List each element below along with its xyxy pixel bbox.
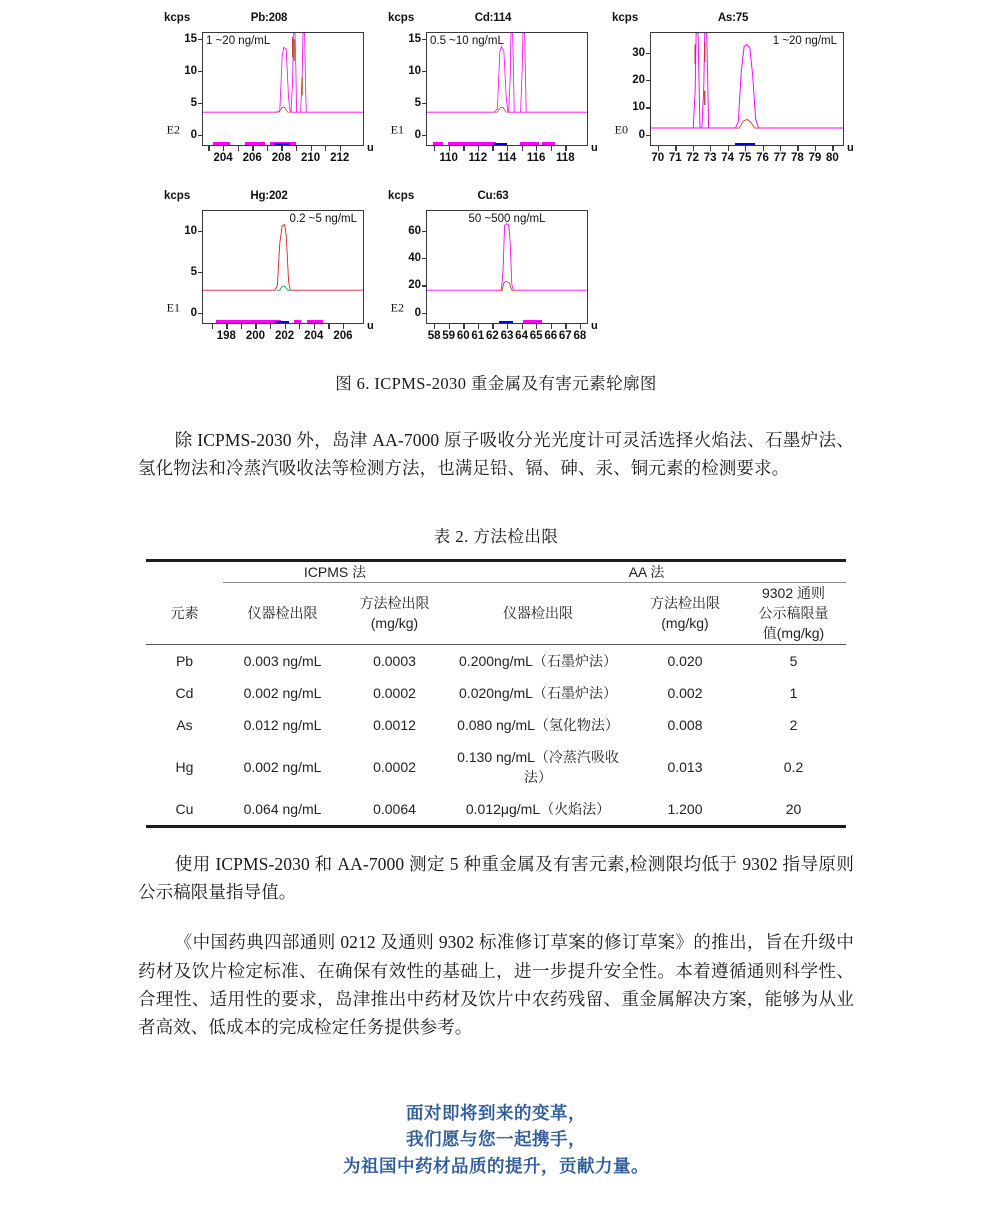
paragraph-after-table: 使用 ICPMS-2030 和 AA-7000 测定 5 种重金属及有害元素,检测限均低于 9302 指导原则公示稿限量指导值。	[138, 853, 854, 902]
plot-area	[650, 32, 844, 146]
spectrum-traces	[651, 33, 843, 129]
paragraph-conclusion: 《中国药典四部通则 0212 及通则 9302 标准修订草案的修订草案》的推出，旨在升级中药材及饮片检定标准、在确保有效性的基础上，进一步提升安全性。本着遵循通则科学性、合理性、适用性的要求，岛津推出中药材及饮片中农药残留、重金属解决方案，能够为从业者高效、低成本的完成检定任务提供参考。	[138, 932, 854, 1038]
x-tick-label: 208	[271, 152, 291, 164]
x-tick-label: 60	[456, 330, 470, 342]
y-tick-label: 5	[415, 97, 426, 109]
cell-icpms-instrument: 0.002 ng/mL	[243, 758, 322, 775]
subheader-element: 元素	[170, 604, 199, 621]
x-tick-label: 66	[544, 330, 558, 342]
group-header-icpms: ICPMS 法	[223, 560, 447, 582]
cell-aa-instrument: 0.020ng/mL（石墨炉法）	[459, 684, 617, 701]
chart-title: Cu:63	[477, 190, 509, 202]
y-tick-label: 20	[408, 279, 426, 291]
x-tick-label: 71	[668, 152, 682, 164]
chart-exponent-label: E2	[166, 122, 180, 137]
chart-exponent-label: E0	[614, 122, 628, 137]
chart-cd-114	[384, 12, 602, 182]
subheader-limit-line2: 公示稿限量	[758, 604, 829, 621]
cell-icpms-instrument: 0.003 ng/mL	[243, 652, 322, 669]
figure-caption: 图 6. ICPMS-2030 重金属及有害元素轮廓图	[335, 374, 657, 393]
x-tick-label: 73	[703, 152, 717, 164]
y-tick-label: 0	[415, 129, 426, 141]
plot-area	[202, 32, 364, 146]
subheader-limit	[741, 582, 846, 644]
x-tick-label: 75	[738, 152, 752, 164]
integration-window-marker	[493, 143, 507, 146]
group-header-aa: AA 法	[447, 560, 846, 582]
y-tick-label: 10	[184, 225, 202, 237]
x-tick-label: 78	[791, 152, 804, 164]
y-tick-label: 5	[191, 266, 202, 278]
x-tick-label: 204	[213, 152, 233, 164]
cell-aa-method: 0.008	[667, 716, 703, 733]
x-tick-label: 61	[471, 330, 485, 342]
chart-title: Pb:208	[250, 12, 288, 24]
y-tick-label: 20	[632, 74, 650, 86]
chart-row-top	[0, 12, 992, 182]
x-axis-unit-label: u	[591, 320, 598, 332]
paragraph-after-figure: 除 ICPMS-2030 外，岛津 AA-7000 原子吸收分光光度计可灵活选择火焰法、石墨炉法、氢化物法和冷蒸汽吸收法等检测方法，也满足铅、镉、砷、汞、铜元素的检测要求。	[138, 430, 854, 479]
chart-units-label: kcps	[388, 12, 415, 24]
group-header-blank	[146, 560, 223, 582]
cell-aa-instrument: 0.080 ng/mL（氢化物法）	[457, 716, 619, 733]
closing-message	[0, 1100, 992, 1180]
x-tick-label: 206	[333, 330, 353, 342]
subheader-aa-method-line2: (mg/kg)	[661, 615, 709, 632]
cell-aa-method: 0.002	[667, 684, 703, 701]
concentration-annotation: 1 ~20 ng/mL	[206, 35, 271, 47]
table-subheader-row	[146, 582, 846, 644]
x-axis-unit-label: u	[847, 142, 854, 154]
cell-aa-instrument: 0.012μg/mL（火焰法）	[465, 800, 611, 817]
plot-area	[202, 210, 364, 324]
concentration-annotation: 0.2 ~5 ng/mL	[289, 213, 357, 225]
cell-limit: 1	[789, 684, 798, 701]
x-tick-label: 204	[304, 330, 324, 342]
y-tick-label: 0	[191, 307, 202, 319]
x-tick-label: 58	[427, 330, 441, 342]
y-tick-label: 0	[639, 129, 650, 141]
chart-pb-208	[160, 12, 378, 182]
cell-limit: 2	[789, 716, 798, 733]
x-tick-label: 116	[526, 152, 546, 164]
chart-exponent-label: E1	[390, 122, 404, 137]
x-tick-label: 118	[556, 152, 575, 164]
cell-aa-instrument: 0.130 ng/mL（冷蒸汽吸收法）	[457, 748, 619, 785]
x-tick-label: 212	[330, 152, 350, 164]
x-tick-label: 80	[825, 152, 839, 164]
x-tick-label: 70	[651, 152, 665, 164]
x-tick-label: 62	[486, 330, 499, 342]
y-tick-label: 0	[191, 129, 202, 141]
chart-units-label: kcps	[388, 190, 415, 202]
chart-units-label: kcps	[164, 12, 191, 24]
chart-title: Cd:114	[474, 12, 512, 24]
x-axis-unit-label: u	[367, 142, 374, 154]
y-tick-label: 0	[415, 307, 426, 319]
cell-element: Cd	[175, 684, 194, 701]
x-tick-label: 79	[808, 152, 822, 164]
cell-icpms-instrument: 0.012 ng/mL	[243, 716, 322, 733]
cell-icpms-method: 0.0003	[373, 652, 416, 669]
x-tick-label: 67	[558, 330, 572, 342]
subheader-limit-line3: 值(mg/kg)	[762, 625, 825, 642]
x-tick-label: 72	[686, 152, 700, 164]
cell-element: Hg	[175, 758, 194, 775]
y-tick-label: 5	[191, 97, 202, 109]
cell-limit: 5	[789, 652, 798, 669]
x-tick-label: 64	[515, 330, 528, 342]
cell-element: As	[176, 716, 193, 733]
y-tick-label: 30	[632, 47, 650, 59]
subheader-icpms-method-line1: 方法检出限	[359, 594, 430, 611]
x-tick-label: 77	[773, 152, 787, 164]
subheader-aa-method	[629, 582, 741, 644]
subheader-icpms-method	[342, 582, 447, 644]
x-tick-label: 63	[500, 330, 514, 342]
table-row	[146, 793, 846, 827]
x-tick-label: 200	[245, 330, 266, 342]
subheader-icpms-method-line2: (mg/kg)	[370, 615, 419, 632]
subheader-limit-line1: 9302 通则	[761, 584, 826, 601]
cell-limit: 0.2	[783, 758, 804, 775]
subheader-aa-method-line1: 方法检出限	[650, 594, 720, 611]
cell-element: Cu	[175, 800, 194, 817]
x-tick-label: 202	[275, 330, 295, 342]
cell-limit: 20	[785, 800, 802, 817]
chart-row-bottom	[0, 190, 992, 360]
table-row	[146, 709, 846, 741]
y-tick-label: 10	[408, 65, 426, 77]
chart-units-label: kcps	[612, 12, 639, 24]
chart-hg-202	[160, 190, 378, 360]
subheader-aa-instrument: 仪器检出限	[503, 604, 573, 621]
cell-aa-method: 0.013	[667, 758, 703, 775]
closing-line-3: 为祖国中药材品质的提升，贡献力量。	[343, 1155, 649, 1176]
y-tick-label: 15	[408, 33, 426, 45]
table-row	[146, 677, 846, 709]
x-tick-label: 65	[529, 330, 543, 342]
chart-title: Hg:202	[250, 190, 288, 202]
cell-aa-method: 1.200	[667, 800, 703, 817]
table-row	[146, 644, 846, 677]
concentration-annotation: 0.5 ~10 ng/mL	[430, 35, 504, 47]
cell-icpms-method: 0.0002	[373, 684, 416, 701]
chart-cu-63	[384, 190, 602, 360]
x-tick-label: 114	[497, 152, 517, 164]
x-axis-unit-label: u	[591, 142, 598, 154]
x-tick-label: 206	[242, 152, 262, 164]
plot-area	[426, 210, 588, 324]
subheader-icpms-instrument: 仪器检出限	[247, 604, 318, 621]
cell-icpms-instrument: 0.002 ng/mL	[243, 684, 322, 701]
x-tick-label: 210	[300, 152, 321, 164]
x-tick-label: 110	[439, 152, 458, 164]
table-method-detection-limits	[146, 559, 846, 828]
x-tick-label: 68	[573, 330, 587, 342]
cell-aa-instrument: 0.200ng/mL（石墨炉法）	[459, 652, 617, 669]
y-tick-label: 10	[184, 65, 202, 77]
cell-icpms-method: 0.0012	[373, 716, 416, 733]
y-tick-label: 60	[408, 225, 426, 237]
figure-heavy-metal-profiles	[0, 0, 992, 394]
cell-aa-method: 0.020	[667, 652, 703, 669]
table-group-header-row	[146, 560, 846, 582]
cell-icpms-method: 0.0064	[373, 800, 416, 817]
x-tick-label: 76	[756, 152, 769, 164]
x-tick-label: 74	[721, 152, 734, 164]
y-tick-label: 10	[632, 101, 650, 113]
closing-line-2: 我们愿与您一起携手，	[406, 1129, 586, 1150]
concentration-annotation: 50 ~500 ng/mL	[468, 213, 546, 225]
cell-icpms-instrument: 0.064 ng/mL	[243, 800, 322, 817]
concentration-annotation: 1 ~20 ng/mL	[772, 35, 837, 47]
cell-icpms-method: 0.0002	[373, 758, 416, 775]
cell-element: Pb	[175, 652, 194, 669]
chart-exponent-label: E2	[390, 300, 404, 315]
integration-window-marker	[275, 321, 289, 324]
plot-area	[426, 32, 588, 146]
chart-units-label: kcps	[164, 190, 191, 202]
x-tick-label: 198	[216, 330, 236, 342]
chart-exponent-label: E1	[166, 300, 180, 315]
closing-line-1: 面对即将到来的变革，	[406, 1102, 586, 1123]
chart-title: As:75	[717, 12, 749, 24]
chart-as-75	[608, 12, 858, 182]
x-axis-unit-label: u	[367, 320, 374, 332]
y-tick-label: 15	[184, 33, 202, 45]
y-tick-label: 40	[408, 252, 426, 264]
table-title: 表 2. 方法检出限	[433, 526, 559, 546]
table-row	[146, 741, 846, 793]
x-tick-label: 112	[468, 152, 488, 164]
x-tick-label: 59	[442, 330, 456, 342]
